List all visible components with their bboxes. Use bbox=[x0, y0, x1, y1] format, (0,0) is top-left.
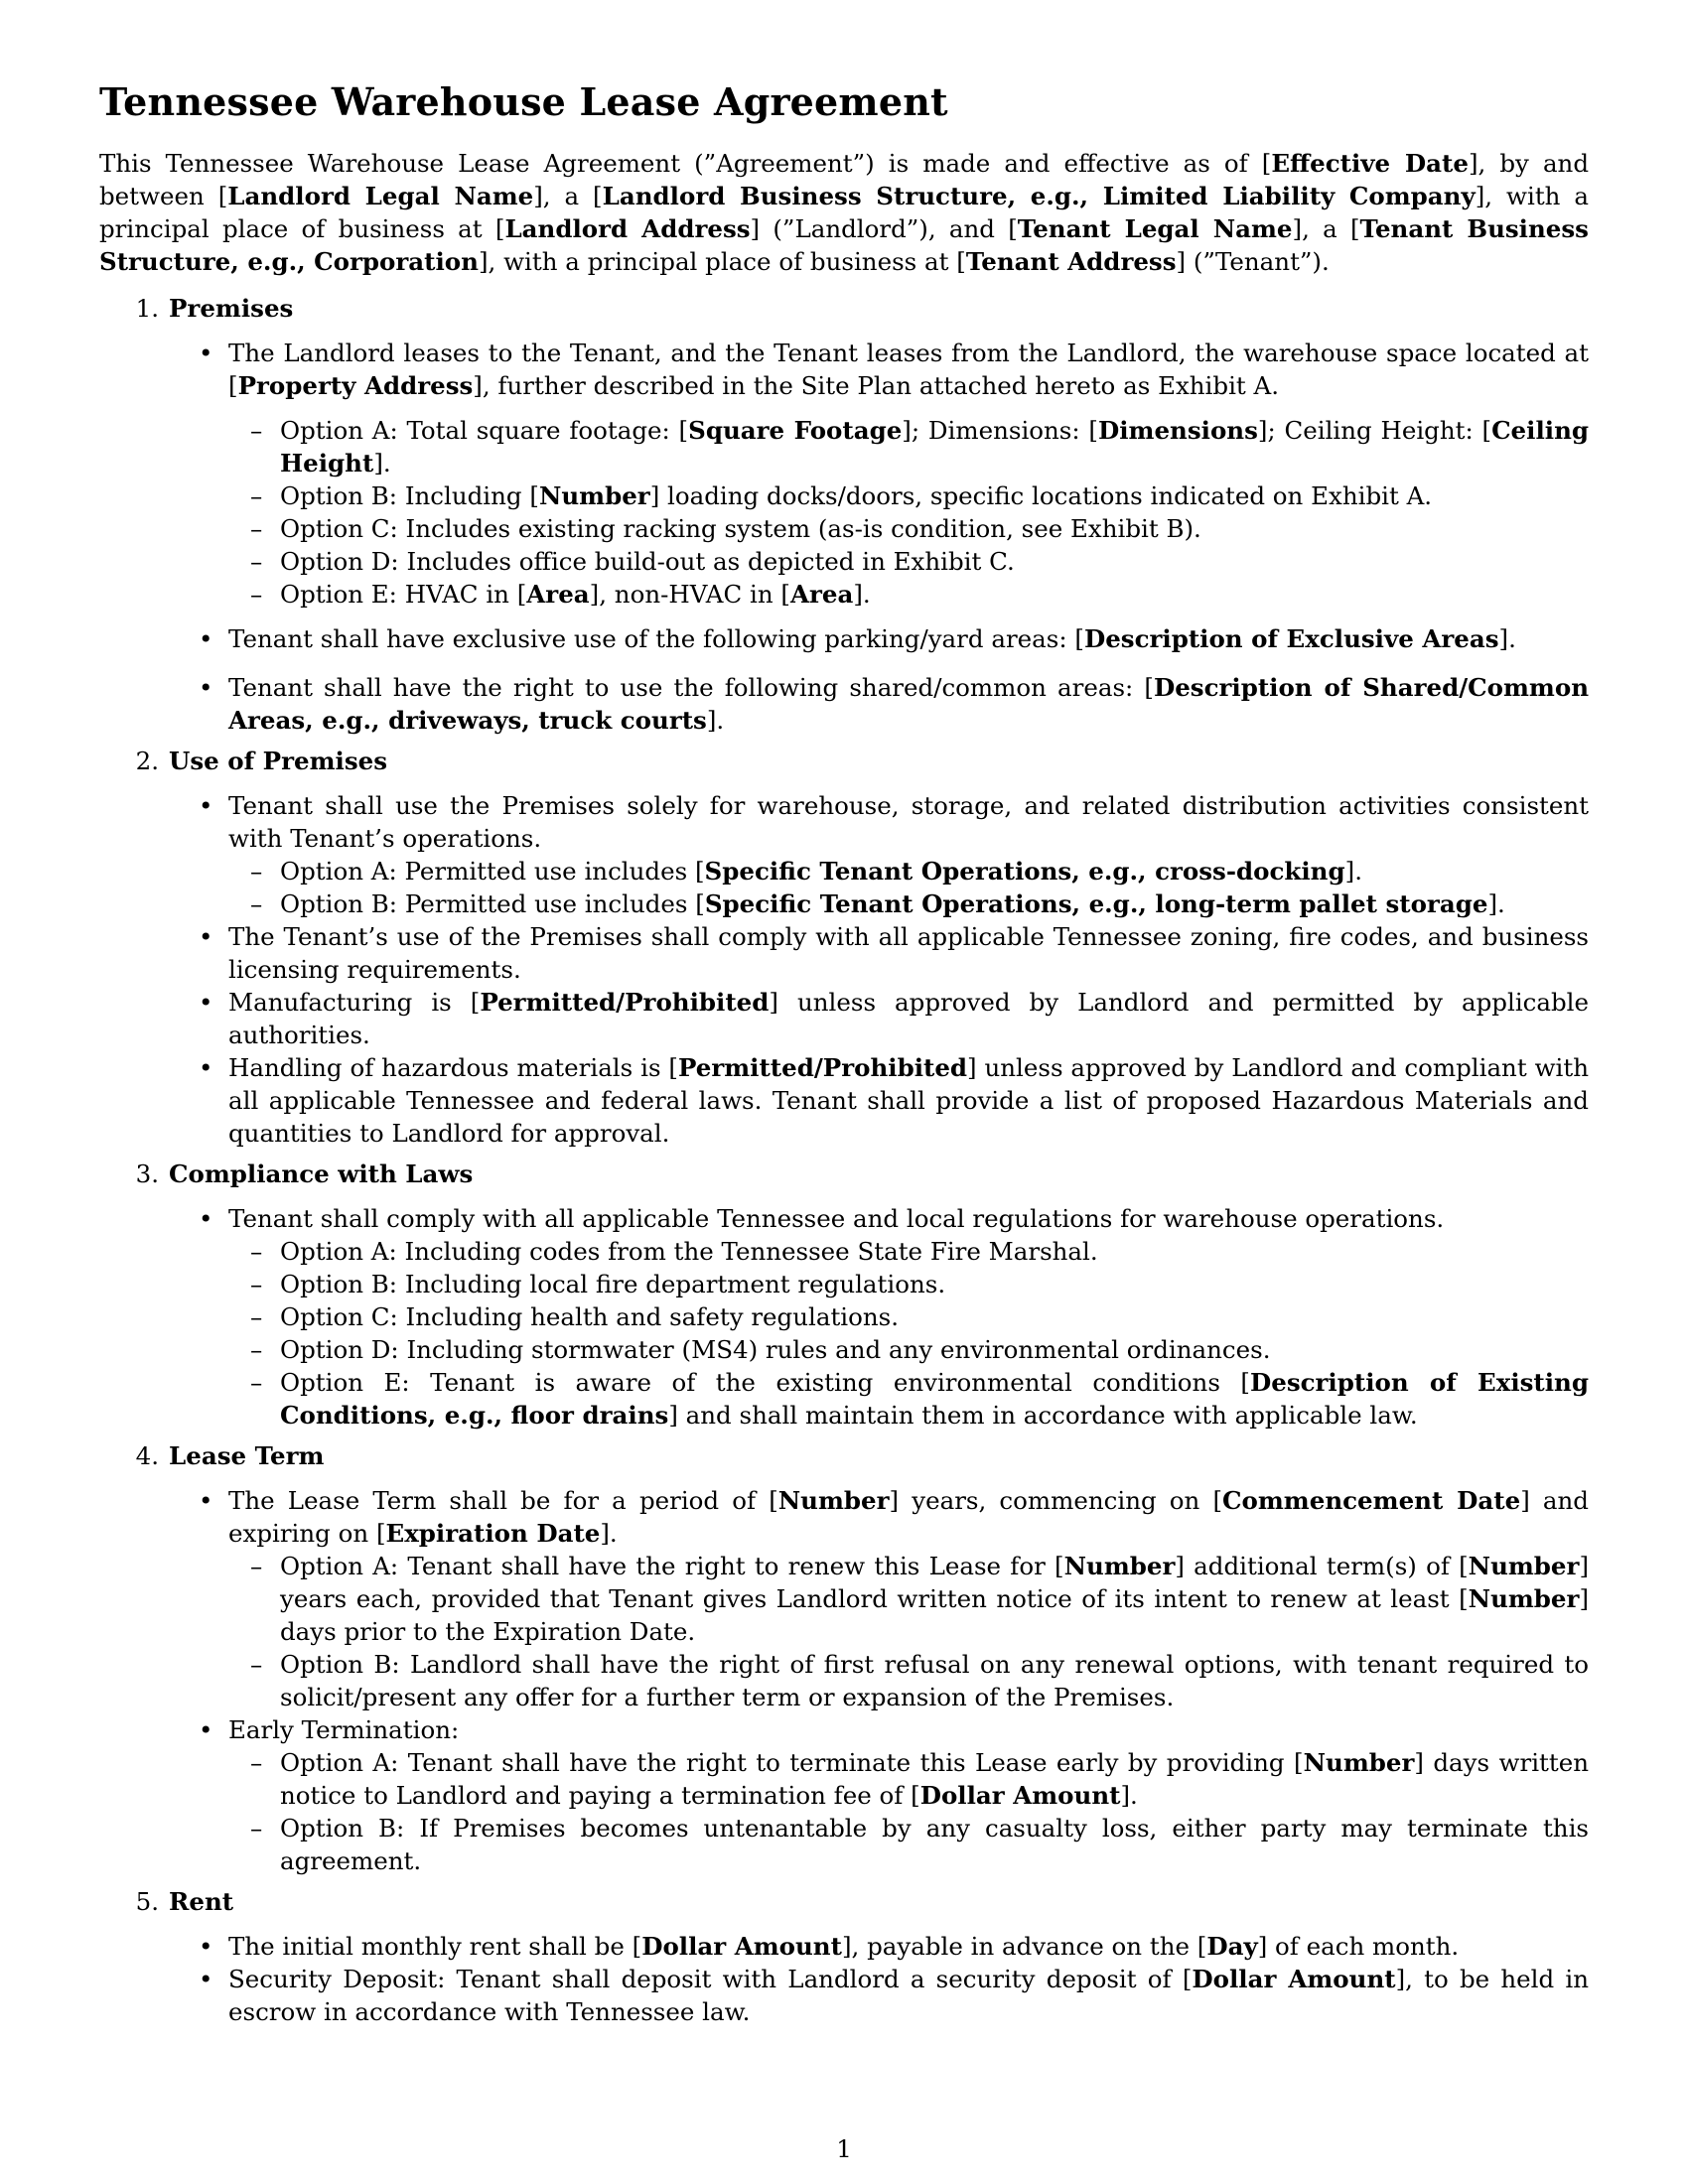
section-heading: 3. Compliance with Laws bbox=[135, 1159, 474, 1188]
option-item: – Option E: Tenant is aware of the existing environmental conditions [Description of Existing Conditions, e.g., floor drains] and shall maintain them in accordance with applicable law. bbox=[280, 1366, 1589, 1432]
list-item: • Security Deposit: Tenant shall deposit with Landlord a security deposit of [Dollar Amount], to be held in escrow in accordance with Tennessee law. bbox=[228, 1963, 1589, 2028]
list-item: • The Lease Term shall be for a period of [Number] years, commencing on [Commencement Date] and expiring on [Expiration Date]. – Option A: Tenant shall have the right to renew this Lease for [Number] additional term(s) of [Number] years each, provided that Tenant gives Landlord written notice of its intent to renew at least [Number] days prior to the Expiration Date. – Option B: Landlord shall have the right of first refusal on any renewal options, with tenant required to solicit/present any offer for a further term or expansion of the Premises. bbox=[228, 1484, 1589, 1713]
section-heading: 2. Use of Premises bbox=[135, 746, 388, 775]
section-heading: 1. Premises bbox=[135, 293, 294, 323]
option-item: – Option E: HVAC in [Area], non-HVAC in [Area]. bbox=[280, 578, 1589, 611]
section-lease-term bbox=[99, 1439, 1589, 1877]
option-item: – Option C: Includes existing racking system (as-is condition, see Exhibit B). bbox=[280, 512, 1589, 545]
page-number: 1 bbox=[836, 2134, 852, 2163]
section-rent bbox=[99, 1885, 1589, 2028]
list-item: • Handling of hazardous materials is [Permitted/Prohibited] unless approved by Landlord and compliant with all applicable Tennessee and federal laws. Tenant shall provide a list of proposed Hazardous Materials and quantities to Landlord for approval. bbox=[228, 1051, 1589, 1150]
section-heading: 5. Rent bbox=[135, 1886, 234, 1916]
list-item: • Tenant shall use the Premises solely for warehouse, storage, and related distribution activities consistent with Tenant’s operations. – Option A: Permitted use includes [Specific Tenant Operations, e.g., cross-docking]. – Option B: Permitted use includes [Specific Tenant Operations, e.g., long-term pallet storage]. bbox=[228, 789, 1589, 920]
option-item: – Option A: Including codes from the Tennessee State Fire Marshal. bbox=[280, 1235, 1589, 1268]
document-page bbox=[99, 79, 1589, 2036]
list-item: • The Tenant’s use of the Premises shall comply with all applicable Tennessee zoning, fire codes, and business licensing requirements. bbox=[228, 920, 1589, 986]
section-use-of-premises bbox=[99, 745, 1589, 1150]
list-item: • Tenant shall comply with all applicable Tennessee and local regulations for warehouse operations. – Option A: Including codes from the Tennessee State Fire Marshal. – Option B: Including local fire department regulations. – Option C: Including health and safety regulations. – Option D: Including stormwater (MS4) rules and any environmental ordinances. – Option E: Tenant is aware of the existing environmental conditions [Description of Existing Conditions, e.g., floor drains] and shall maintain them in accordance with applicable law. bbox=[228, 1202, 1589, 1432]
option-item: – Option B: Permitted use includes [Specific Tenant Operations, e.g., long-term pallet storage]. bbox=[280, 887, 1589, 920]
option-item: – Option B: Landlord shall have the right of first refusal on any renewal options, with tenant required to solicit/present any offer for a further term or expansion of the Premises. bbox=[280, 1648, 1589, 1713]
list-item: • Early Termination: – Option A: Tenant shall have the right to terminate this Lease early by providing [Number] days written notice to Landlord and paying a termination fee of [Dollar Amount]. – Option B: If Premises becomes untenantable by any casualty loss, either party may terminate this agreement. bbox=[228, 1713, 1589, 1877]
section-premises bbox=[99, 292, 1589, 737]
list-item: • The Landlord leases to the Tenant, and the Tenant leases from the Landlord, the warehouse space located at [Property Address], further described in the Site Plan attached hereto as Exhibit A. – Option A: Total square footage: [Square Footage]; Dimensions: [Dimensions]; Ceiling Height: [Ceiling Height]. – Option B: Including [Number] loading docks/doors, specific locations indicated on Exhibit A. – Option C: Includes existing racking system (as-is condition, see Exhibit B). – Option D: Includes office build-out as depicted in Exhibit C. – Option E: HVAC in [Area], non-HVAC in [Area]. bbox=[228, 337, 1589, 611]
option-item: – Option A: Tenant shall have the right to terminate this Lease early by providing [Number] days written notice to Landlord and paying a termination fee of [Dollar Amount]. bbox=[280, 1746, 1589, 1812]
option-item: – Option C: Including health and safety regulations. bbox=[280, 1300, 1589, 1333]
option-item: – Option B: Including local fire department regulations. bbox=[280, 1268, 1589, 1300]
list-item: • Tenant shall have the right to use the following shared/common areas: [Description of Shared/Common Areas, e.g., driveways, truck courts]. bbox=[228, 671, 1589, 737]
option-item: – Option D: Including stormwater (MS4) rules and any environmental ordinances. bbox=[280, 1333, 1589, 1366]
list-item: • The initial monthly rent shall be [Dollar Amount], payable in advance on the [Day] of each month. bbox=[228, 1930, 1589, 1963]
list-item: • Tenant shall have exclusive use of the following parking/yard areas: [Description of Exclusive Areas]. bbox=[228, 622, 1589, 655]
option-item: – Option A: Tenant shall have the right to renew this Lease for [Number] additional term(s) of [Number] years each, provided that Tenant gives Landlord written notice of its intent to renew at least [Number] days prior to the Expiration Date. bbox=[280, 1550, 1589, 1648]
intro-paragraph: This Tennessee Warehouse Lease Agreement (”Agreement”) is made and effective as of [Effective Date], by and between [Landlord Legal Name], a [Landlord Business Structure, e.g., Limited Liability Company], with a principal place of business at [Landlord Address] (”Landlord”), and [Tenant Legal Name], a [Tenant Business Structure, e.g., Corporation], with a principal place of business at [Tenant Address] (”Tenant”). bbox=[99, 148, 1590, 276]
section-heading: 4. Lease Term bbox=[135, 1440, 325, 1470]
option-item: – Option B: If Premises becomes untenantable by any casualty loss, either party may terminate this agreement. bbox=[280, 1812, 1589, 1877]
document-title: Tennessee Warehouse Lease Agreement bbox=[99, 79, 948, 124]
option-item: – Option A: Permitted use includes [Specific Tenant Operations, e.g., cross-docking]. bbox=[280, 855, 1589, 887]
option-item: – Option A: Total square footage: [Square Footage]; Dimensions: [Dimensions]; Ceiling Height: [Ceiling Height]. bbox=[280, 414, 1589, 479]
section-compliance-with-laws bbox=[99, 1158, 1589, 1432]
option-item: – Option D: Includes office build-out as depicted in Exhibit C. bbox=[280, 545, 1589, 578]
list-item: • Manufacturing is [Permitted/Prohibited] unless approved by Landlord and permitted by applicable authorities. bbox=[228, 986, 1589, 1051]
option-item: – Option B: Including [Number] loading docks/doors, specific locations indicated on Exhibit A. bbox=[280, 479, 1589, 512]
